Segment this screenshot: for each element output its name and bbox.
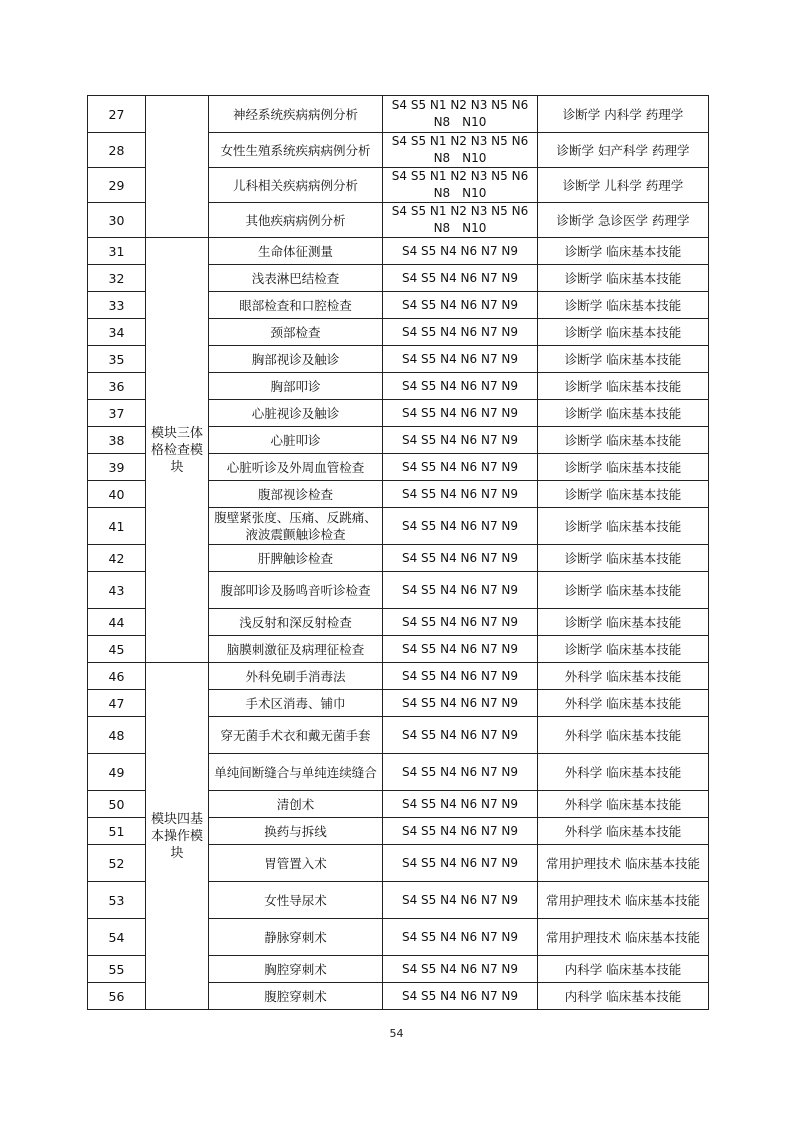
related-subjects: 常用护理技术 临床基本技能 (538, 845, 709, 882)
related-subjects: 常用护理技术 临床基本技能 (538, 919, 709, 956)
related-subjects: 诊断学 临床基本技能 (538, 508, 709, 545)
related-subjects: 诊断学 临床基本技能 (538, 481, 709, 508)
related-subjects: 诊断学 临床基本技能 (538, 400, 709, 427)
competency-codes: S4 S5 N4 N6 N7 N9 (383, 373, 538, 400)
row-number: 33 (88, 292, 146, 319)
item-name: 换药与拆线 (209, 818, 383, 845)
row-number: 40 (88, 481, 146, 508)
competency-codes: S4 S5 N4 N6 N7 N9 (383, 545, 538, 572)
related-subjects: 诊断学 临床基本技能 (538, 346, 709, 373)
row-number: 28 (88, 133, 146, 168)
row-number: 45 (88, 636, 146, 663)
row-number: 35 (88, 346, 146, 373)
item-name: 心脏视诊及触诊 (209, 400, 383, 427)
related-subjects: 诊断学 临床基本技能 (538, 238, 709, 265)
competency-codes: S4 S5 N4 N6 N7 N9 (383, 791, 538, 818)
related-subjects: 诊断学 妇产科学 药理学 (538, 133, 709, 168)
row-number: 31 (88, 238, 146, 265)
row-number: 43 (88, 572, 146, 609)
competency-codes: S4 S5 N1 N2 N3 N5 N6 N8 N10 (383, 96, 538, 133)
related-subjects: 外科学 临床基本技能 (538, 791, 709, 818)
related-subjects: 诊断学 临床基本技能 (538, 572, 709, 609)
competency-codes: S4 S5 N4 N6 N7 N9 (383, 292, 538, 319)
competency-codes: S4 S5 N4 N6 N7 N9 (383, 919, 538, 956)
item-name: 腹腔穿刺术 (209, 983, 383, 1010)
item-name: 女性生殖系统疾病病例分析 (209, 133, 383, 168)
related-subjects: 诊断学 临床基本技能 (538, 373, 709, 400)
related-subjects: 诊断学 临床基本技能 (538, 319, 709, 346)
competency-codes: S4 S5 N1 N2 N3 N5 N6 N8 N10 (383, 133, 538, 168)
competency-codes: S4 S5 N4 N6 N7 N9 (383, 818, 538, 845)
competency-codes: S4 S5 N4 N6 N7 N9 (383, 983, 538, 1010)
row-number: 42 (88, 545, 146, 572)
competency-codes: S4 S5 N4 N6 N7 N9 (383, 956, 538, 983)
item-name: 胸部视诊及触诊 (209, 346, 383, 373)
item-name: 颈部检查 (209, 319, 383, 346)
competency-codes: S4 S5 N1 N2 N3 N5 N6 N8 N10 (383, 168, 538, 203)
competency-codes: S4 S5 N4 N6 N7 N9 (383, 508, 538, 545)
related-subjects: 诊断学 临床基本技能 (538, 636, 709, 663)
related-subjects: 内科学 临床基本技能 (538, 983, 709, 1010)
row-number: 50 (88, 791, 146, 818)
table-row (88, 663, 709, 690)
item-name: 眼部检查和口腔检查 (209, 292, 383, 319)
competency-codes: S4 S5 N4 N6 N7 N9 (383, 427, 538, 454)
related-subjects: 外科学 临床基本技能 (538, 663, 709, 690)
table-row (88, 238, 709, 265)
module-cell: 模块三体格检查模块 (146, 238, 209, 663)
item-name: 女性导尿术 (209, 882, 383, 919)
competency-codes: S4 S5 N4 N6 N7 N9 (383, 400, 538, 427)
competency-codes: S4 S5 N4 N6 N7 N9 (383, 636, 538, 663)
row-number: 47 (88, 690, 146, 717)
competency-codes: S4 S5 N4 N6 N7 N9 (383, 690, 538, 717)
curriculum-table (87, 95, 709, 1010)
related-subjects: 诊断学 临床基本技能 (538, 609, 709, 636)
row-number: 48 (88, 717, 146, 754)
related-subjects: 诊断学 急诊医学 药理学 (538, 203, 709, 238)
row-number: 55 (88, 956, 146, 983)
related-subjects: 外科学 临床基本技能 (538, 818, 709, 845)
item-name: 胃管置入术 (209, 845, 383, 882)
item-name: 心脏听诊及外周血管检查 (209, 454, 383, 481)
table-body (88, 96, 709, 1010)
row-number: 29 (88, 168, 146, 203)
row-number: 32 (88, 265, 146, 292)
item-name: 外科免刷手消毒法 (209, 663, 383, 690)
competency-codes: S4 S5 N4 N6 N7 N9 (383, 882, 538, 919)
related-subjects: 外科学 临床基本技能 (538, 690, 709, 717)
row-number: 56 (88, 983, 146, 1010)
competency-codes: S4 S5 N4 N6 N7 N9 (383, 454, 538, 481)
row-number: 30 (88, 203, 146, 238)
competency-codes: S4 S5 N4 N6 N7 N9 (383, 609, 538, 636)
item-name: 腹部叩诊及肠鸣音听诊检查 (209, 572, 383, 609)
row-number: 39 (88, 454, 146, 481)
item-name: 儿科相关疾病病例分析 (209, 168, 383, 203)
item-name: 腹部视诊检查 (209, 481, 383, 508)
item-name: 单纯间断缝合与单纯连续缝合 (209, 754, 383, 791)
item-name: 胸部叩诊 (209, 373, 383, 400)
row-number: 53 (88, 882, 146, 919)
related-subjects: 诊断学 临床基本技能 (538, 545, 709, 572)
competency-codes: S4 S5 N4 N6 N7 N9 (383, 572, 538, 609)
related-subjects: 内科学 临床基本技能 (538, 956, 709, 983)
related-subjects: 诊断学 内科学 药理学 (538, 96, 709, 133)
item-name: 神经系统疾病病例分析 (209, 96, 383, 133)
row-number: 44 (88, 609, 146, 636)
item-name: 心脏叩诊 (209, 427, 383, 454)
related-subjects: 诊断学 临床基本技能 (538, 454, 709, 481)
row-number: 54 (88, 919, 146, 956)
competency-codes: S4 S5 N4 N6 N7 N9 (383, 319, 538, 346)
row-number: 34 (88, 319, 146, 346)
row-number: 46 (88, 663, 146, 690)
item-name: 胸腔穿刺术 (209, 956, 383, 983)
item-name: 腹壁紧张度、压痛、反跳痛、液波震颤触诊检查 (209, 508, 383, 545)
item-name: 清创术 (209, 791, 383, 818)
competency-codes: S4 S5 N4 N6 N7 N9 (383, 717, 538, 754)
related-subjects: 外科学 临床基本技能 (538, 717, 709, 754)
row-number: 37 (88, 400, 146, 427)
related-subjects: 诊断学 儿科学 药理学 (538, 168, 709, 203)
module-cell (146, 96, 209, 238)
related-subjects: 常用护理技术 临床基本技能 (538, 882, 709, 919)
competency-codes: S4 S5 N4 N6 N7 N9 (383, 845, 538, 882)
item-name: 穿无菌手术衣和戴无菌手套 (209, 717, 383, 754)
item-name: 静脉穿刺术 (209, 919, 383, 956)
row-number: 41 (88, 508, 146, 545)
competency-codes: S4 S5 N4 N6 N7 N9 (383, 265, 538, 292)
competency-codes: S4 S5 N4 N6 N7 N9 (383, 346, 538, 373)
related-subjects: 诊断学 临床基本技能 (538, 292, 709, 319)
row-number: 36 (88, 373, 146, 400)
page-number: 54 (389, 1027, 404, 1040)
row-number: 51 (88, 818, 146, 845)
competency-codes: S4 S5 N4 N6 N7 N9 (383, 754, 538, 791)
table-row (88, 96, 709, 133)
item-name: 浅反射和深反射检查 (209, 609, 383, 636)
row-number: 52 (88, 845, 146, 882)
row-number: 27 (88, 96, 146, 133)
competency-codes: S4 S5 N4 N6 N7 N9 (383, 663, 538, 690)
related-subjects: 外科学 临床基本技能 (538, 754, 709, 791)
item-name: 生命体征测量 (209, 238, 383, 265)
item-name: 脑膜刺激征及病理征检查 (209, 636, 383, 663)
competency-codes: S4 S5 N4 N6 N7 N9 (383, 238, 538, 265)
related-subjects: 诊断学 临床基本技能 (538, 265, 709, 292)
row-number: 49 (88, 754, 146, 791)
item-name: 其他疾病病例分析 (209, 203, 383, 238)
item-name: 手术区消毒、铺巾 (209, 690, 383, 717)
competency-codes: S4 S5 N4 N6 N7 N9 (383, 481, 538, 508)
module-cell: 模块四基本操作模块 (146, 663, 209, 1010)
item-name: 肝脾触诊检查 (209, 545, 383, 572)
related-subjects: 诊断学 临床基本技能 (538, 427, 709, 454)
row-number: 38 (88, 427, 146, 454)
competency-codes: S4 S5 N1 N2 N3 N5 N6 N8 N10 (383, 203, 538, 238)
item-name: 浅表淋巴结检查 (209, 265, 383, 292)
